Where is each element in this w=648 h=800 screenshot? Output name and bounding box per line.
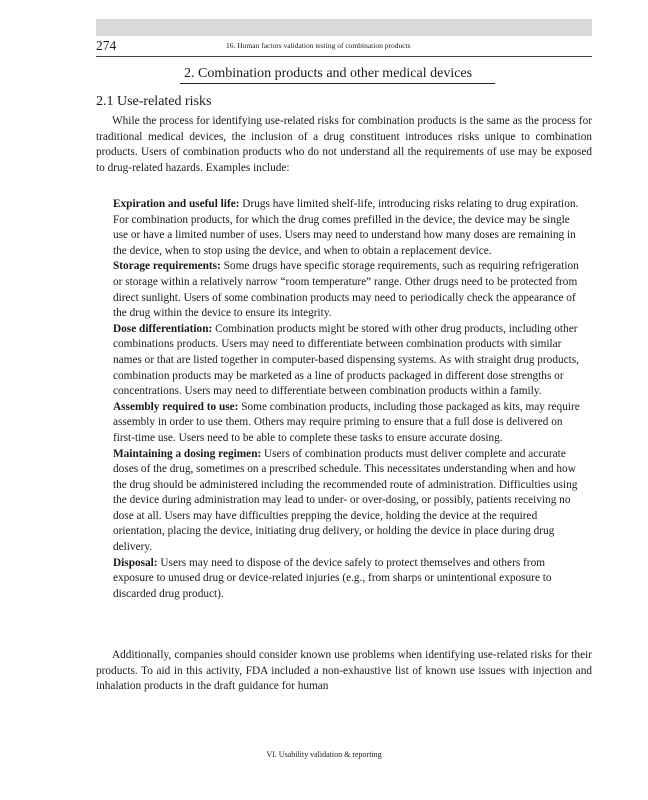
risk-term: Storage requirements: <box>113 260 221 273</box>
risk-description: Some combination products, including those packaged as kits, may require assembly in order to use them. Others may require priming to ensure that a full dose is delivered on first-time use. Users need to be able to complete these tasks to ensure accurate dosing. <box>113 400 580 444</box>
risk-description: Drugs have limited shelf-life, introducing risks relating to drug expiration. For combination products, for which the drug comes prefilled in the device, the device may be single use or have a limited number of uses. Users may need to understand how many doses are remaining in the device, when to stop using the device, and when to obtain a replacement device. <box>113 198 579 257</box>
risk-item-dosing-regimen <box>113 447 583 556</box>
risk-item-assembly <box>113 400 583 447</box>
risk-description: Users of combination products must deliver complete and accurate doses of the drug, sometimes on a prescribed schedule. This necessitates understanding when and how the drug should be administered including the recommended route of administration. Difficulties using the device during administration may lead to under- or over-dosing, or possibly, patients receiving no dose at all. Users may have difficulties prepping the device, holding the device at the required orientation, placing the device, initiating drug delivery, or holding the device in place during drug delivery. <box>113 447 578 554</box>
page-number: 274 <box>96 38 117 53</box>
page-header <box>96 38 592 57</box>
header-shade-bar <box>96 19 592 36</box>
closing-paragraph: Additionally, companies should consider known use problems when identifying use-related risks for their products. To aid in this activity, FDA included a non-exhaustive list of known use issues with injection and inhalation products in the draft guidance for human <box>96 649 592 693</box>
risk-list <box>113 197 583 602</box>
risk-item-expiration <box>113 197 583 259</box>
risk-term: Disposal: <box>113 556 158 569</box>
section-title-underline <box>180 83 495 84</box>
risk-term: Dose differentiation: <box>113 322 213 335</box>
risk-term: Assembly required to use: <box>113 400 239 413</box>
risk-description: Users may need to dispose of the device safely to protect themselves and others from exposure to unused drug or device-related injuries (e.g., from sharps or unintentional exposure to discarded drug product). <box>113 556 552 600</box>
risk-description: Some drugs have specific storage requirements, such as requiring refrigeration or storage within a relatively narrow “room temperature” range. Other drugs need to be protected from direct sunlight. Users of some combination products may need to periodically check the appearance of the drug within the device to ensure its integrity. <box>113 260 579 320</box>
risk-item-dose-differentiation <box>113 322 583 400</box>
risk-description: Combination products might be stored with other drug products, including other combinations products. Users may need to differentiate between combination products with similar names or that are listed together in computer-based dispensing systems. As with straight drug products, combination products may be marketed as a line of products packaged in different dose strengths or concentrations. Users may need to differentiate between combination products within a family. <box>113 322 579 398</box>
intro-paragraph: While the process for identifying use-related risks for combination products is the same as the process for traditional medical devices, the inclusion of a drug constituent introduces risks unique to combination products. Users of combination products who do not understand all the requirements of use may be exposed to drug-related hazards. Examples include: <box>96 115 592 174</box>
risk-item-disposal <box>113 556 583 603</box>
page-footer: VI. Usability validation & reporting <box>266 750 382 759</box>
subsection-title: 2.1 Use-related risks <box>96 94 212 109</box>
risk-term: Maintaining a dosing regimen: <box>113 447 262 460</box>
section-title: 2. Combination products and other medical devices <box>184 66 473 81</box>
risk-term: Expiration and useful life: <box>113 198 240 210</box>
header-divider <box>96 56 592 57</box>
running-head: 16. Human factors validation testing of combination products <box>226 41 411 50</box>
risk-item-storage <box>113 259 583 321</box>
